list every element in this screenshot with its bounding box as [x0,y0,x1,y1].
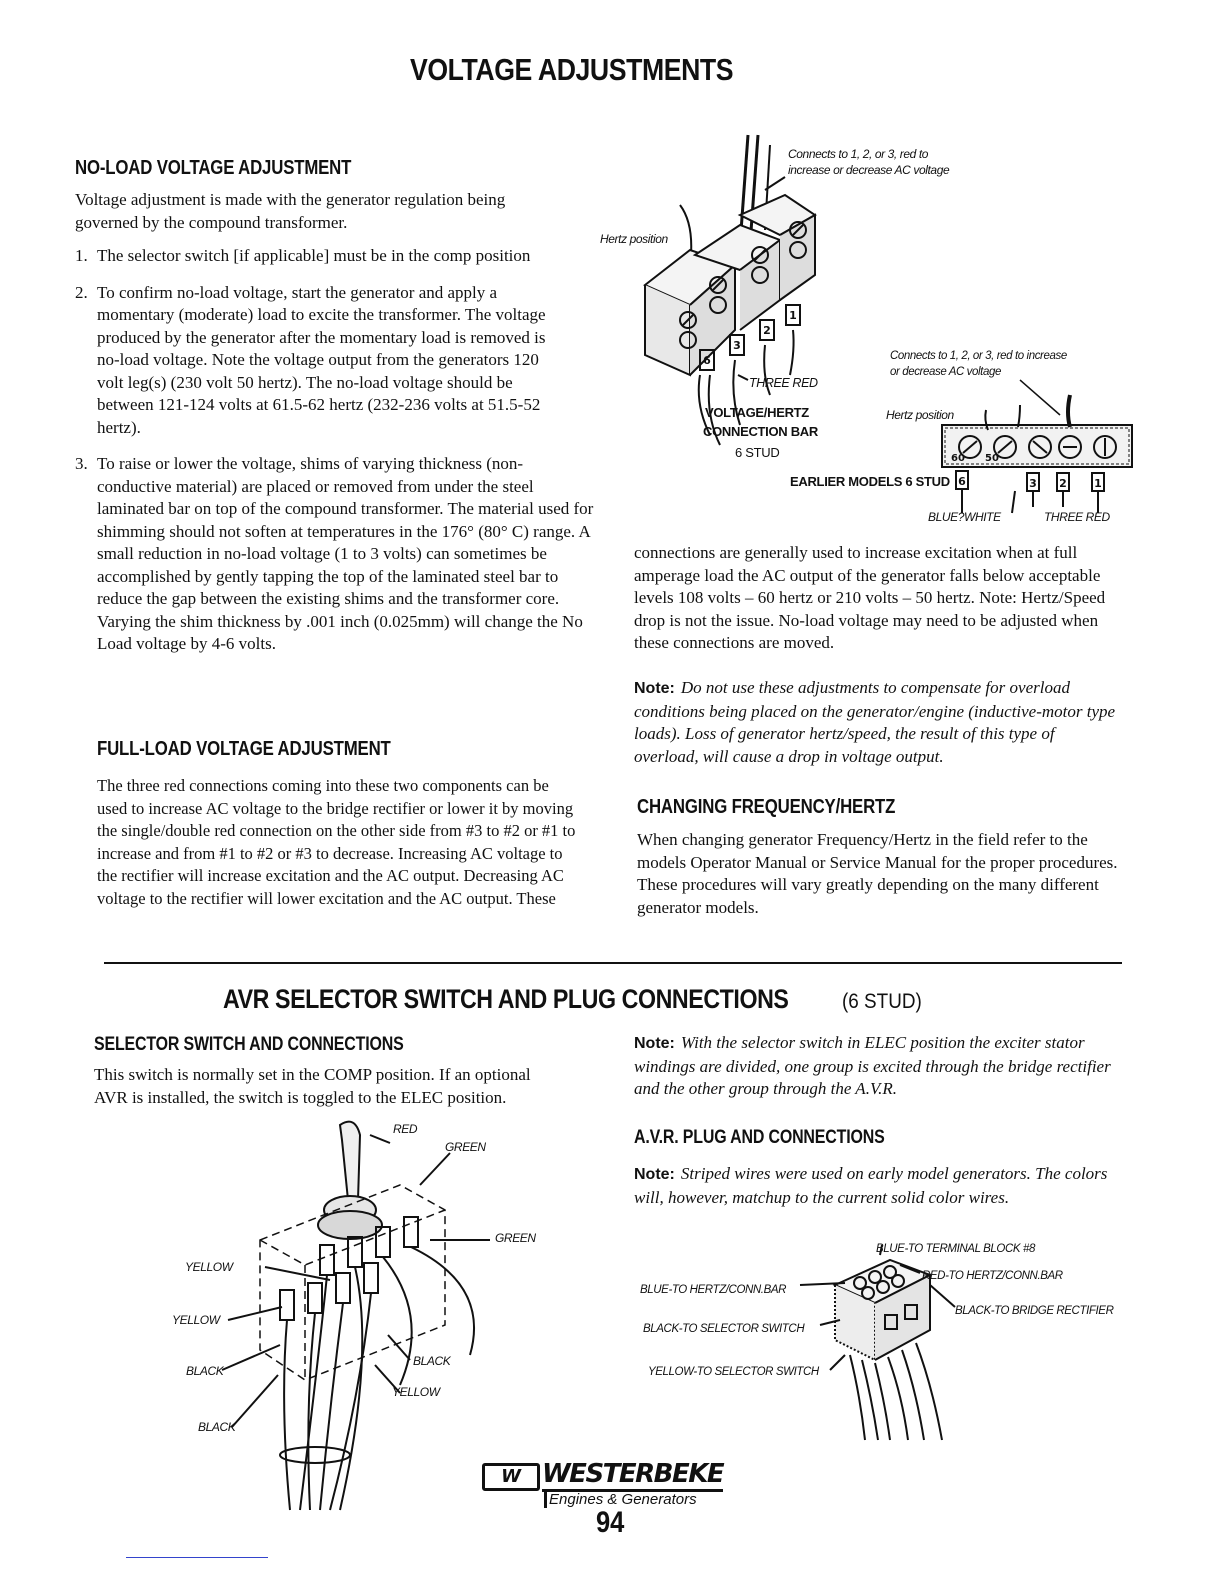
hz-50-label: 50 [985,453,999,464]
no-load-intro: Voltage adjustment is made with the generator regulation being governed by the compound transformer. [75,190,506,232]
avr-heading-text: AVR SELECTOR SWITCH AND PLUG CONNECTIONS [223,984,789,1014]
note-text: Do not use these adjustments to compensate for overload conditions being placed on the generator/engine (inductive-motor type loads). Loss of generator hertz/speed, the result of this type of overload, will cause a drop in voltage output. [634,678,1116,766]
switch-label-green-right: GREEN [495,1231,536,1245]
plug-label-black-bridge: BLACK-TO BRIDGE RECTIFIER [955,1305,1114,1317]
connection-bar-caption-1: VOLTAGE/HERTZ [705,405,809,420]
connects-note-1: Connects to 1, 2, or 3, red to increase or decrease AC voltage [788,147,950,177]
plug-label-red-hertz: RED-TO HERTZ/CONN.BAR [922,1270,1063,1282]
page-title: VOLTAGE ADJUSTMENTS [410,52,734,87]
striped-wires-note [634,1163,1119,1209]
note-text: With the selector switch in ELEC position the exciter stator windings are divided, one group is excited through the bridge rectifier and the other group through the A.V.R. [634,1033,1111,1098]
connects-note-2: Connects to 1, 2, or 3, red to increase or decrease AC voltage [890,350,1067,378]
switch-label-green-top: GREEN [445,1140,486,1154]
step-1 [75,245,537,268]
step-text: To confirm no-load voltage, start the generator and apply a momentary (moderate) load to excite the transformer. The voltage produced by the generator after the momentary load is removed is no-load voltage. Note the voltage output from the generators 120 volt leg(s) (230 volt 50 hertz). The no-load voltage should be between 121-124 volts at 61.5-62 hertz (232-236 volts at 51.5-52 hertz). [97,282,546,437]
selector-switch-text: This switch is normally set in the COMP position. If an optional AVR is installed, the switch is toggled to the ELEC position. [94,1065,531,1107]
no-load-body [75,189,594,670]
terminal-number-3: 3 [733,339,741,352]
plug-label-blue-hertz: BLUE-TO HERTZ/CONN.BAR [640,1284,787,1296]
three-red-label-1: THREE RED [749,376,818,390]
note-label: Note: [634,1035,675,1052]
switch-label-black-2: BLACK [413,1354,451,1368]
step-number: 1. [75,246,88,265]
switch-label-red: RED [393,1122,418,1136]
hertz-position-label-1: Hertz position [600,232,668,246]
connection-bar-caption-2: CONNECTION BAR [703,424,818,439]
terminal-number-6: 6 [703,354,711,367]
step-number: 2. [75,282,88,302]
changing-frequency-text: When changing generator Frequency/Hertz in the field refer to the models Operator Manual or Service Manual for the proper procedures. These procedures will vary greatly depending on the many different generator models. [637,830,1118,917]
selector-switch-heading: SELECTOR SWITCH AND CONNECTIONS [94,1034,404,1055]
avr-heading-suffix: (6 STUD) [842,990,922,1013]
switch-label-yellow-1: YELLOW [185,1260,233,1274]
blue-white-label: BLUE?WHITE [928,510,1001,524]
plug-label-yellow-selector: YELLOW-TO SELECTOR SWITCH [648,1366,819,1378]
brand-name: WESTERBEKE [542,1459,723,1492]
full-load-heading: FULL-LOAD VOLTAGE ADJUSTMENT [97,738,391,760]
overload-note [634,677,1119,768]
switch-label-yellow-3: YELLOW [392,1385,440,1399]
step-3 [75,453,597,656]
note-label: Note: [634,1166,675,1183]
step-text: The selector switch [if applicable] must be in the comp position [97,246,531,265]
logo-mark-icon: W [482,1463,540,1491]
terminal-number-3b: 3 [1029,477,1037,490]
terminal-number-2b: 2 [1059,477,1067,490]
right-continued-text: connections are generally used to increase excitation when at full amperage load the AC output of the generator falls below acceptable levels 108 volts – 60 hertz or 210 volts – 50 hertz. Note: Hertz/Speed drop is not the issue. No-load voltage may need to be adjusted when these connections are moved. [634,543,1106,652]
selector-switch-diagram [170,1115,530,1510]
switch-label-yellow-2: YELLOW [172,1313,220,1327]
terminal-number-1: 1 [789,309,797,322]
switch-label-black-1: BLACK [186,1364,224,1378]
three-red-label-2: THREE RED [1044,510,1110,524]
section-divider [104,962,1122,964]
no-load-heading: NO-LOAD VOLTAGE ADJUSTMENT [75,157,352,179]
full-load-text: The three red connections coming into these two components can be used to increase AC voltage to the bridge rectifier or lower it by moving the single/double red connection on the other side from #3 to #2 or #1 to increase and from #1 to #2 or #3 to decrease. Increasing AC voltage to the rectifier will increase excitation and the AC output. Decreasing AC voltage to the rectifier will lower excitation and the AC output. These [97,776,576,908]
step-number: 3. [75,454,88,473]
no-load-steps [75,245,594,656]
terminal-number-1b: 1 [1094,477,1102,490]
changing-frequency-heading: CHANGING FREQUENCY/HERTZ [637,796,896,818]
plug-label-blue-terminal: BLUE-TO TERMINAL BLOCK #8 [876,1243,1035,1255]
note-label: Note: [634,680,675,697]
elec-note [634,1032,1114,1101]
step-text: To raise or lower the voltage, shims of varying thickness (non-conductive material) are placed or removed from under the steel laminated bar on top of the compound transformer. The material used for shimming should not soften at temperatures in the 176° (80° C) range. A small reduction in no-load voltage (1 to 3 volts) can sometimes be accomplished by gently tapping the top of the laminated steel bar to reduce the gap between the existing shims and the transformer core. Varying the shim thickness by .001 inch (0.025mm) will change the No Load voltage by 4-6 volts. [97,454,594,653]
avr-plug-heading: A.V.R. PLUG AND CONNECTIONS [634,1127,885,1148]
earlier-models-label: EARLIER MODELS 6 STUD [790,474,950,489]
step-2 [75,282,557,440]
note-text: Striped wires were used on early model generators. The colors will, however, matchup to the current solid color wires. [634,1164,1108,1207]
terminal-number-2: 2 [763,324,771,337]
switch-label-black-3: BLACK [198,1420,236,1434]
connection-bar-caption-3: 6 STUD [735,445,780,460]
page-number: 94 [596,1506,625,1539]
hertz-position-label-2: Hertz position [886,408,954,422]
terminal-number-6b: 6 [958,475,966,488]
footer-rule [126,1557,268,1558]
avr-heading [223,984,881,1015]
hz-60-label: 60 [951,453,965,464]
brand-tagline: Engines & Generators [544,1491,697,1508]
plug-label-black-selector: BLACK-TO SELECTOR SWITCH [643,1323,805,1335]
